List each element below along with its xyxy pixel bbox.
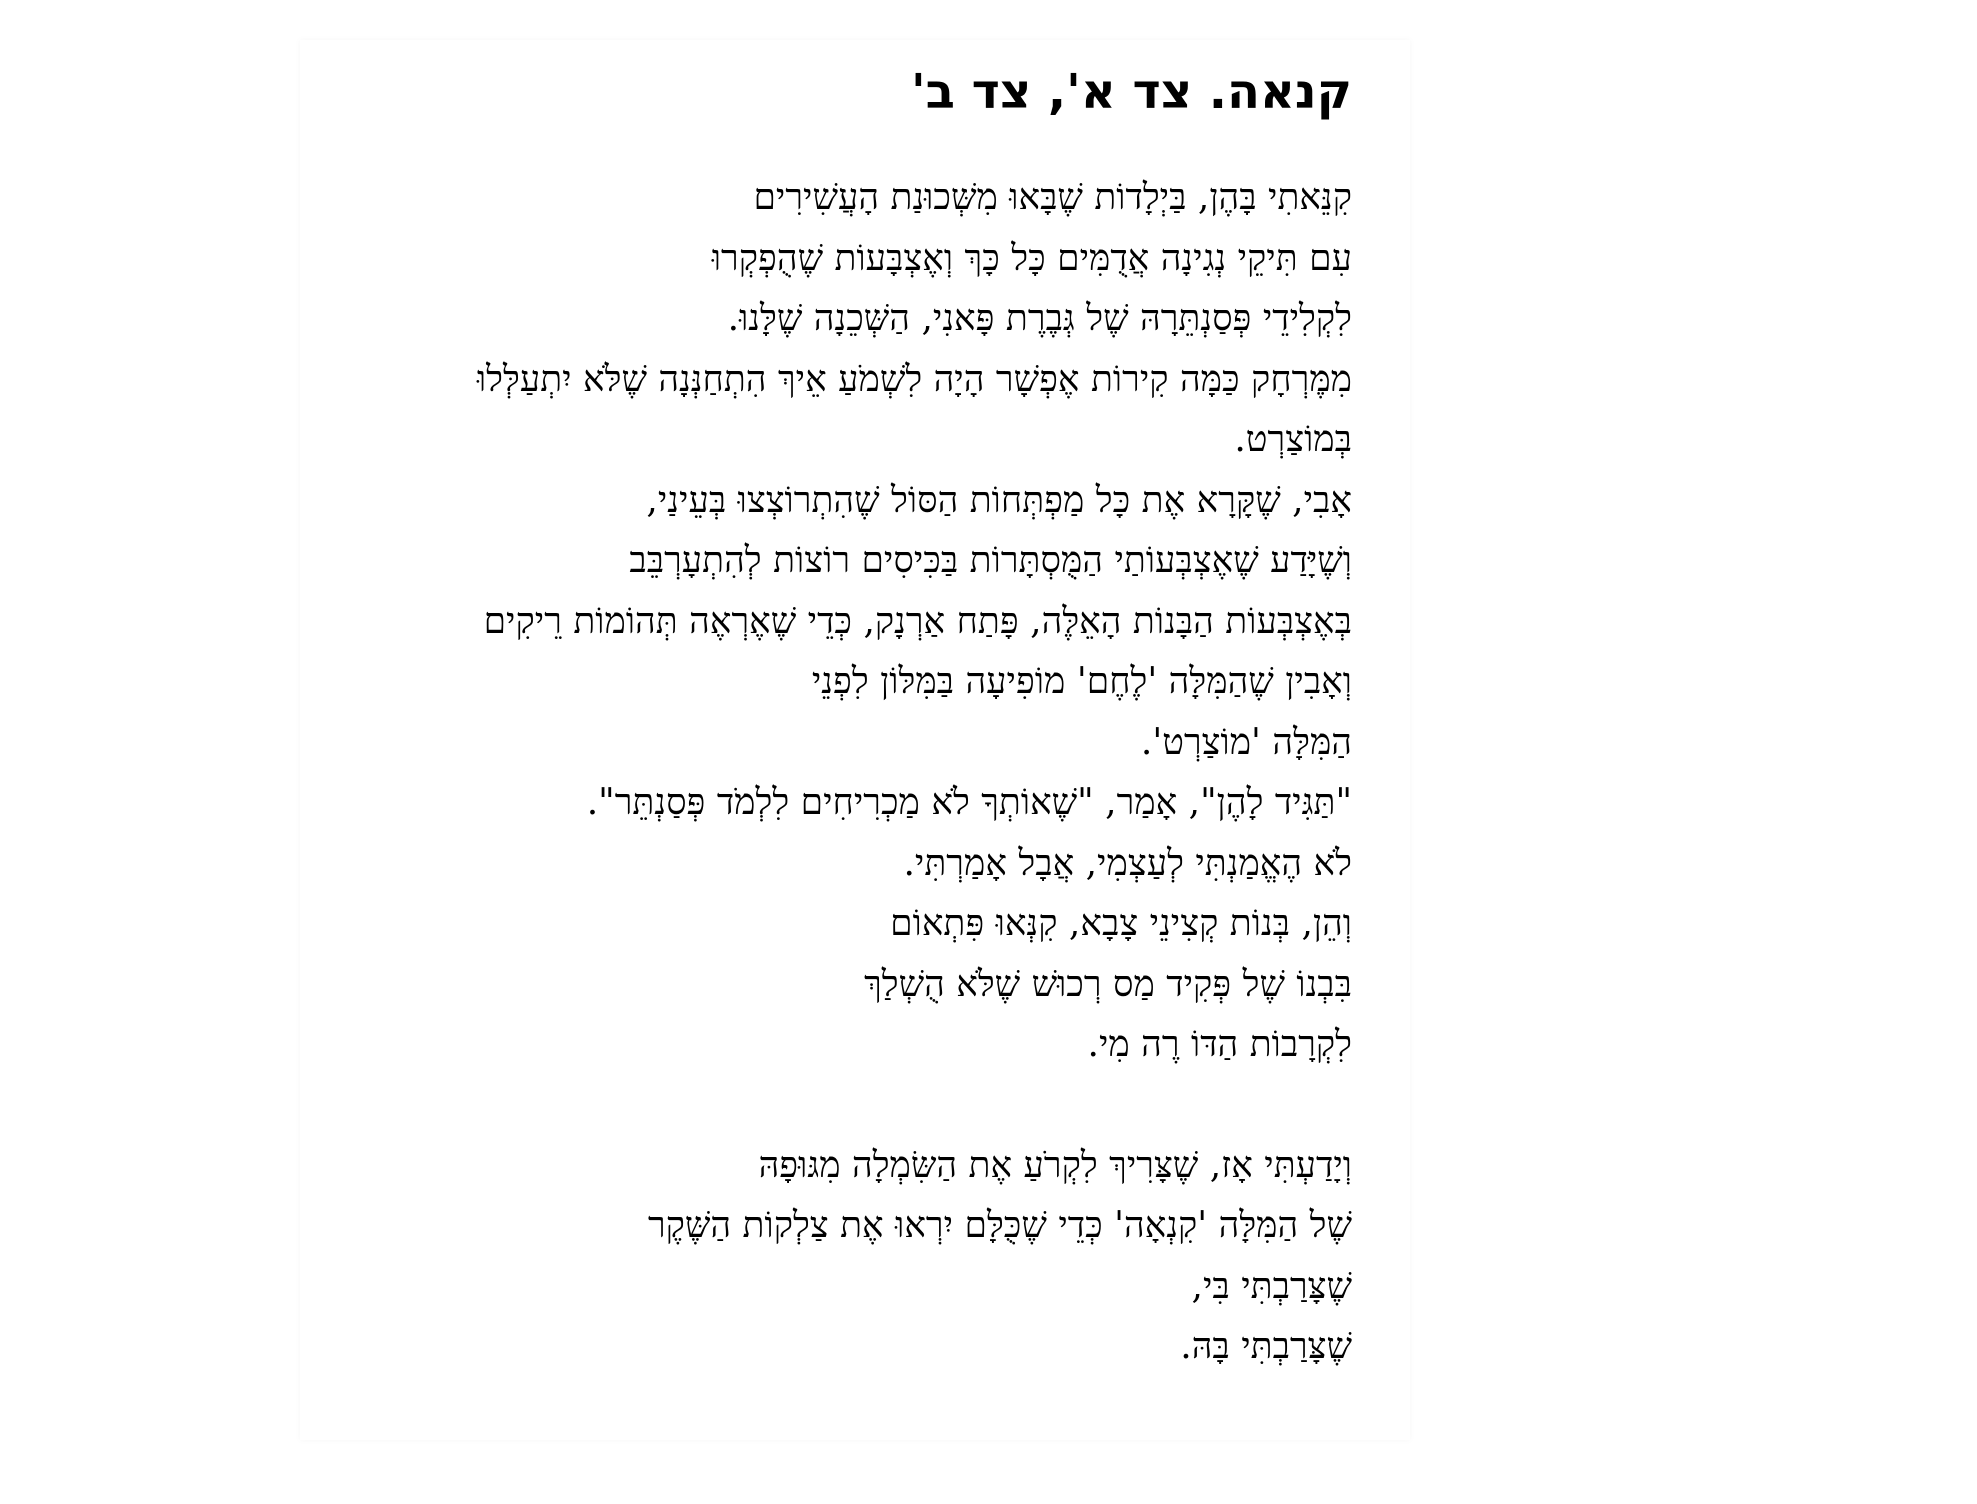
poem-line: וְשֶׁיָּדַע שֶׁאֶצְבְּעוֹתַי הַמֻּסְתָּרוֹת בַּכִּיסִים רוֹצוֹת לְהִתְעָרְבֵּב bbox=[629, 540, 1352, 581]
poem-line: לִקְרָבוֹת הַדּוֹ רֶה מִי. bbox=[1087, 1024, 1352, 1065]
stanza-1 bbox=[392, 168, 1352, 1076]
poem-body bbox=[392, 168, 1352, 1378]
poem-title: קנאה. צד א', צד ב' bbox=[910, 64, 1352, 120]
poem-line: בְּאֶצְבְּעוֹת הַבָּנוֹת הָאֵלֶּה, פָּתַח אַרְנָק, כְּדֵי שֶׁאֶרְאֶה תְּהוֹמוֹת רֵיקִים bbox=[483, 600, 1352, 642]
poem-line: קִנֵּאתִי בָּהֶן, בַּיְלָדוֹת שֶׁבָּאוּ מִשְּׁכוּנַת הָעֲשִׁירִים bbox=[753, 177, 1352, 218]
poem-line: עִם תִּיקֵי נְגִינָה אֲדֻמִּים כָּל כָּךְ וְאֶצְבָּעוֹת שֶׁהֻפְקְרוּ bbox=[711, 237, 1352, 279]
document-page bbox=[300, 40, 1410, 1440]
poem-line: הַמִּלָּה 'מוֹצַרְט'. bbox=[1140, 721, 1352, 763]
stanza-2 bbox=[392, 1136, 1352, 1378]
poem-line: "תַּגִּיד לָהֶן", אָמַר, "שֶׁאוֹתְךָ לֹא מַכְרִיחִים לִלְמֹד פְּסַנְתֵּר". bbox=[586, 782, 1352, 823]
poem-line: וְהֵן, בְּנוֹת קְצִינֵי צָבָא, קִנְּאוּ פִּתְאוֹם bbox=[890, 903, 1352, 944]
poem-line: וְיָדַעְתִּי אָז, שֶׁצָּרִיךְ לִקְרֹעַ אֶת הַשִּׂמְלָה מִגּוּפָהּ bbox=[758, 1144, 1352, 1186]
poem-line: וְאָבִין שֶׁהַמִּלָּה 'לֶחֶם' מוֹפִיעָה בַּמִּלּוֹן לִפְנֵי bbox=[811, 661, 1352, 702]
poem-line: בִּבְנוֹ שֶׁל פְּקִיד מַס רְכוּשׁ שֶׁלֹּא הֻשְׁלַךְ bbox=[864, 963, 1352, 1005]
poem-line: שֶׁל הַמִּלָּה 'קִנְאָה' כְּדֵי שֶׁכֻּלָּם יִרְאוּ אֶת צַלְקוֹת הַשֶּׁקֶר bbox=[647, 1205, 1352, 1246]
poem-line: לִקְלִידֵי פְּסַנְתֵּרָהּ שֶׁל גְּבֶרֶת פָּאנִי, הַשְּׁכֵנָה שֶׁלָּנוּ. bbox=[727, 298, 1352, 339]
poem-line: לֹא הֶאֱמַנְתִּי לְעַצְמִי, אֲבָל אָמַרְתִּי. bbox=[903, 842, 1352, 884]
poem-line: שֶׁצָּרַבְתִּי בָּהּ. bbox=[1180, 1326, 1352, 1367]
poem-line: מִמֶּרְחָק כַּמָּה קִירוֹת אֶפְשָׁר הָיָה לִשְׁמֹעַ אֵיךְ הִתְחַנְּנָה שֶׁלֹּא יִתְעַלְּלוּ בְּמוֹצַרְט. bbox=[476, 358, 1352, 460]
poem-line: שֶׁצָּרַבְתִּי בִּי, bbox=[1191, 1265, 1352, 1307]
poem-line: אָבִי, שֶׁקָּרָא אֶת כָּל מַפְתְּחוֹת הַסּוֹל שֶׁהִתְרוֹצְצוּ בְּעֵינַי, bbox=[646, 479, 1352, 521]
